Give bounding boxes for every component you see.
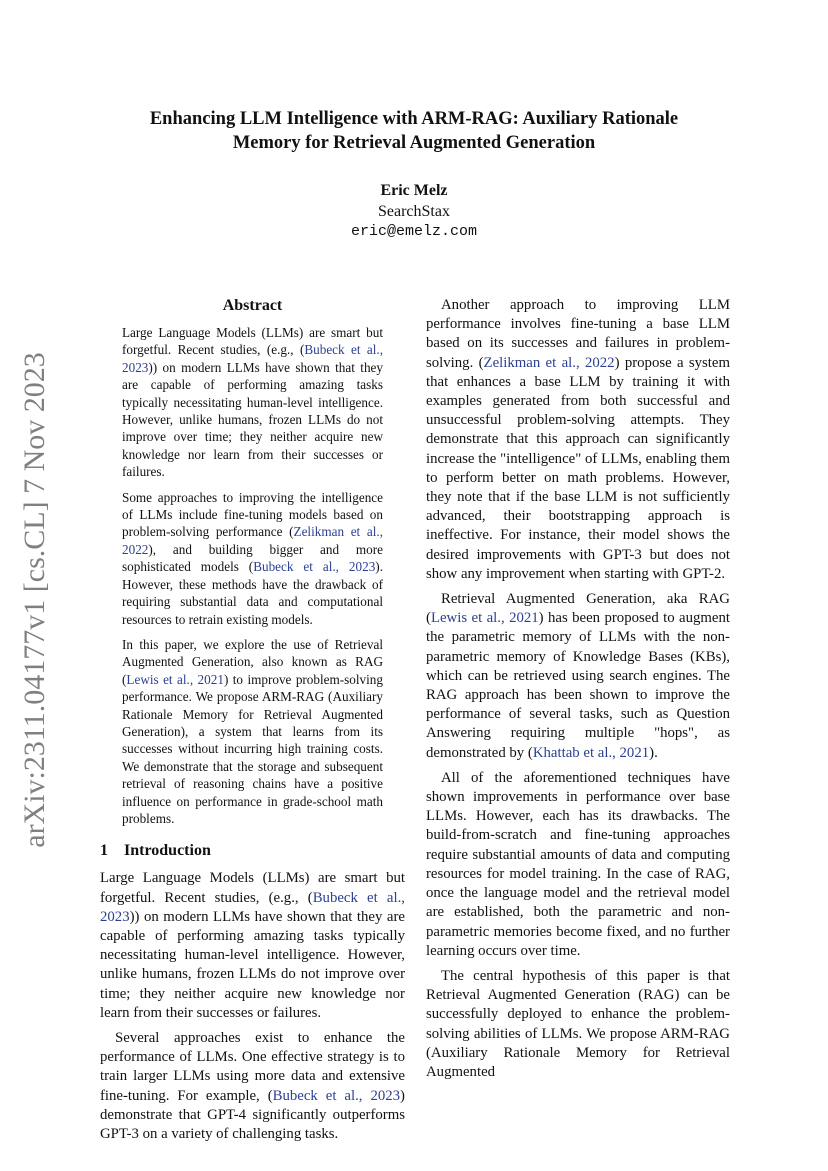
abstract-paragraph-1: Large Language Models (LLMs) are smart but forgetful. Recent studies, (e.g., (Bubeck et al., 2023)) on modern LLMs have shown that they are capable of performing amazing tasks typically necessitating human-level intelligence. However, unlike humans, frozen LLMs do not improve over time; they neither acquire new knowledge nor learn from their successes or failures. bbox=[122, 325, 383, 480]
paper-title bbox=[100, 107, 728, 155]
author-affiliation: SearchStax bbox=[378, 203, 450, 220]
section-title: Introduction bbox=[124, 842, 211, 860]
author-name: Eric Melz bbox=[380, 182, 448, 199]
citation-link[interactable]: Bubeck et al., 2023 bbox=[253, 559, 376, 575]
section-number: 1 bbox=[100, 842, 108, 860]
section-heading-introduction bbox=[100, 841, 405, 861]
intro-paragraph-2: Several approaches exist to enhance the performance of LLMs. One effective strategy is to train larger LLMs using more data and extensive fine-tuning. For example, (Bubeck et al., 2023) demonstrate that GPT-4 significantly outperforms GPT-3 on a variety of challenging tasks. bbox=[100, 1030, 405, 1143]
intro-paragraph-1: Large Language Models (LLMs) are smart but forgetful. Recent studies, (e.g., (Bubeck et al., 2023)) on modern LLMs have shown that they are capable of performing amazing tasks typically necessitating human-level intelligence. However, unlike humans, frozen LLMs do not improve over time; they neither acquire new knowledge nor learn from their successes or failures. bbox=[100, 870, 405, 1021]
intro-paragraph-5: All of the aforementioned techniques have shown improvements in performance over base LLMs. However, each has its drawbacks. The build-from-scratch and fine-tuning approaches require substantial amounts of data and computing resources for model training. In the case of RAG, once the language model and the retrieval model are established, both the parametric and non-parametric memories become fixed, and no further learning occurs over time. bbox=[426, 769, 730, 959]
left-column bbox=[100, 296, 405, 1150]
citation-link[interactable]: Khattab et al., 2021 bbox=[532, 744, 650, 761]
citation-link[interactable]: Bubeck et al., 2023 bbox=[100, 889, 405, 925]
arxiv-id: arXiv:2311.04177v1 [cs.CL] 7 Nov 2023 bbox=[18, 352, 51, 848]
citation-link[interactable]: Bubeck et al., 2023 bbox=[122, 342, 383, 375]
citation-link[interactable]: Lewis et al., 2021 bbox=[126, 671, 224, 687]
abstract-heading: Abstract bbox=[222, 297, 283, 314]
title-line-1: Enhancing LLM Intelligence with ARM-RAG: Auxiliary Rationale bbox=[149, 109, 679, 129]
citation-link[interactable]: Lewis et al., 2021 bbox=[430, 610, 539, 627]
author-email: eric@emelz.com bbox=[350, 223, 478, 240]
intro-paragraph-4: Retrieval Augmented Generation, aka RAG (Lewis et al., 2021) has been proposed to augment the parametric memory of LLMs with the non-parametric memory of Knowledge Bases (KBs), which can be retrieved using search engines. The RAG approach has been shown to improve the performance of several tasks, such as Question Answering requiring multiple "hops", as demonstrated by (Khattab et al., 2021). bbox=[426, 591, 730, 761]
abstract-paragraph-2: Some approaches to improving the intelligence of LLMs include fine-tuning models based on problem-solving performance (Zelikman et al., 2022), and building bigger and more sophisticated models (Bubeck et al., 2023). However, these methods have the drawback of requiring substantial data and computational resources to retrain existing models. bbox=[122, 489, 383, 627]
title-line-2: Memory for Retrieval Augmented Generation bbox=[232, 133, 596, 153]
author-block bbox=[100, 180, 728, 242]
intro-paragraph-6: The central hypothesis of this paper is that Retrieval Augmented Generation (RAG) can be successfully deployed to enhance the problem-solving abilities of LLMs. We propose ARM-RAG (Auxiliary Rationale Memory for Retrieval Augmented bbox=[426, 967, 730, 1080]
citation-link[interactable]: Bubeck et al., 2023 bbox=[272, 1087, 401, 1104]
abstract-paragraph-3: In this paper, we explore the use of Retrieval Augmented Generation, also known as RAG (Lewis et al., 2021) to improve problem-solving performance. We propose ARM-RAG (Auxiliary Rationale Memory for Retrieval Augmented Generation), a system that learns from its successes without incurring high training costs. We demonstrate that the storage and subsequent retrieval of reasoning chains have a positive influence on performance in grade-school math problems. bbox=[122, 636, 383, 826]
citation-link[interactable]: Zelikman et al., 2022 bbox=[122, 524, 383, 557]
citation-link[interactable]: Zelikman et al., 2022 bbox=[483, 354, 615, 371]
intro-paragraph-3: Another approach to improving LLM performance involves fine-tuning a base LLM based on its successes and failures in problem-solving. (Zelikman et al., 2022) propose a system that enhances a base LLM by training it with examples generated from both successful and unsuccessful problem-solving attempts. They demonstrate that this approach can significantly increase the "intelligence" of LLMs, enabling them to perform better on math problems. However, they note that if the base LLM is not sufficiently advanced, their bootstrapping approach is ineffective. For instance, their model shows the desired improvements with GPT-3 but does not show any improvement when starting with GPT-2. bbox=[426, 297, 730, 582]
right-column bbox=[426, 296, 730, 1088]
